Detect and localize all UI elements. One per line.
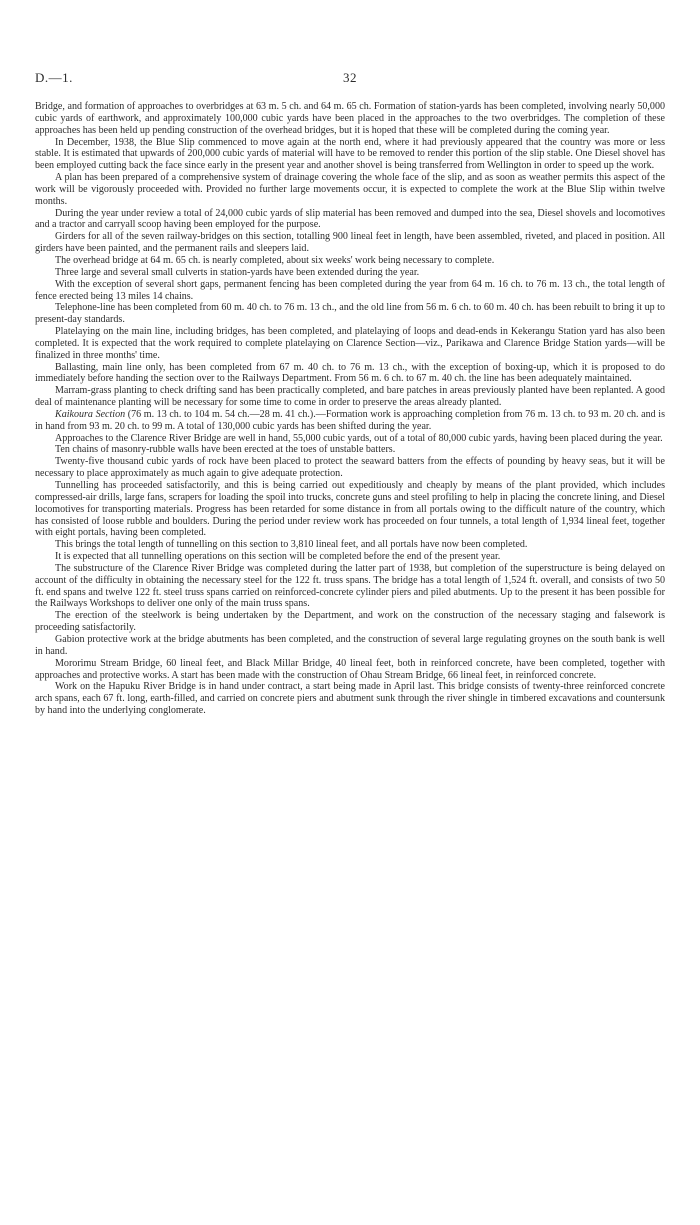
paragraph: During the year under review a total of 24,000 cubic yards of slip material has been removed and dumped into the sea, Diesel shovels and locomotives and a tractor and carryall scoop having been employed for the purpose. — [35, 207, 665, 231]
paragraph: In December, 1938, the Blue Slip commenced to move again at the north end, where it had previously appeared that the country was more or less stable. It is estimated that upwards of 200,000 cubic yards of material will have to be removed to render this portion of the slip stable. One Diesel shovel has been employed cutting back the face since early in the present year and another shovel is being transferred from Wellington in order to speed up the work. — [35, 136, 665, 172]
paragraph: The overhead bridge at 64 m. 65 ch. is nearly completed, about six weeks' work being necessary to complete. — [55, 254, 495, 266]
document-reference: D.—1. — [35, 70, 73, 85]
paragraph: Ten chains of masonry-rubble walls have been erected at the toes of unstable batters. — [55, 444, 396, 456]
paragraph: The substructure of the Clarence River Bridge was completed during the latter part of 1938, but completion of the superstructure is being delayed on account of the difficulty in obtaining the necessary steel for the 122 ft. truss spans. The bridge has a total length of 1,524 ft. overall, and consists of two 50 ft. end spans and twelve 122 ft. steel truss spans carried on reinforced-concrete cylinder piers and piled abutments. Up to the present it has been possible for the Railways Workshops to deliver one only of the main truss spans. — [35, 562, 665, 610]
paragraph: Marram-grass planting to check drifting sand has been practically completed, and bare patches in areas previously planted have been replanted. A good deal of maintenance planting will be necessary for some time to come in order to preserve the areas already planted. — [35, 385, 665, 409]
paragraph: Platelaying on the main line, including bridges, has been completed, and platelaying of loops and dead-ends in Kekerangu Station yard has also been completed. It is expected that the work required to complete platelaying on Clarence Section—viz., Parikawa and Clarence Bridge Station yards—will be finalized in three months' time. — [35, 326, 665, 361]
paragraph: A plan has been prepared of a comprehensive system of drainage covering the whole face of the slip, and as soon as weather permits this aspect of the work will be vigorously proceeded with. Provided no further large movements occur, it is expected to complete the work at the Blue Slip within twelve months. — [35, 172, 665, 207]
paragraph: Ballasting, main line only, has been completed from 67 m. 40 ch. to 76 m. 13 ch., with the exception of boxing-up, which it is proposed to do immediately before handing the section over to the Railways Department. From 56 m. 6 ch. to 67 m. 40 ch. the line has been adequately maintained. — [35, 361, 665, 385]
paragraph: This brings the total length of tunnelling on this section to 3,810 lineal feet, and all portals have now been completed. — [55, 539, 528, 551]
paragraph: Approaches to the Clarence River Bridge are well in hand, 55,000 cubic yards, out of a total of 80,000 cubic yards, having been placed during the year. — [55, 432, 663, 444]
paragraph: Three large and several small culverts in station-yards have been extended during the year. — [55, 266, 420, 278]
paragraph: Girders for all of the seven railway-bridges on this section, totalling 900 lineal feet in length, have been assembled, riveted, and placed in position. All girders have been painted, and the permanent rails and sleepers laid. — [35, 231, 665, 255]
section-title: Kaikoura Section — [55, 408, 126, 420]
kaikoura-section-paragraph — [35, 409, 665, 433]
page-header — [35, 70, 665, 90]
paragraph: Tunnelling has proceeded satisfactorily, and this is being carried out expeditiously and cheaply by means of the plant provided, which includes compressed-air drills, large fans, scrapers for loading the spoil into trucks, concrete guns and steel profiling to help in placing the concrete lining, and Diesel locomotives for transporting materials. Progress has been retarded for some distance in from all portals owing to the difficult nature of the country, which has consisted of loose rubble and boulders. During the period under review work has proceeded on four tunnels, a total length of 1,934 lineal feet, together with eight portals, having been completed. — [35, 480, 665, 539]
paragraph: The erection of the steelwork is being undertaken by the Department, and work on the construction of the necessary staging and falsework is proceeding satisfactorily. — [35, 610, 665, 634]
paragraph: Mororimu Stream Bridge, 60 lineal feet, and Black Millar Bridge, 40 lineal feet, both in reinforced concrete, have been completed, together with approaches and protective works. A start has been made with the construction of Ohau Stream Bridge, 66 lineal feet, in reinforced concrete. — [35, 657, 665, 681]
paragraph: Work on the Hapuku River Bridge is in hand under contract, a start being made in April last. This bridge consists of twenty-three reinforced concrete arch spans, each 67 ft. long, earth-filled, and carried on concrete piers and abutment sunk through the river shingle in timbered excavations and countersunk by hand into the underlying conglomerate. — [35, 681, 665, 717]
body-text — [35, 101, 665, 717]
paragraph: With the exception of several short gaps, permanent fencing has been completed during the year from 64 m. 16 ch. to 76 m. 13 ch., the total length of fence erected being 13 miles 14 chains. — [35, 278, 665, 302]
paragraph: Twenty-five thousand cubic yards of rock have been placed to protect the seaward batters from the effects of pounding by heavy seas, but it will be necessary to place approximately as much again to give adequate protection. — [35, 456, 665, 480]
paragraph: Telephone-line has been completed from 60 m. 40 ch. to 76 m. 13 ch., and the old line from 56 m. 6 ch. to 60 m. 40 ch. has been rebuilt to bring it up to present-day standards. — [35, 302, 665, 326]
section-text: (76 m. 13 ch. to 104 m. 54 ch.—28 m. 41 ch.).—Formation work is approaching completion from 76 m. 13 ch. to 93 m. 20 ch. and is in hand from 93 m. 20 ch. to 99 m. A total of 130,000 cubic yards has been shifted during the year. — [35, 408, 665, 432]
paragraph: It is expected that all tunnelling operations on this section will be completed before the end of the present year. — [55, 551, 501, 563]
page-number: 32 — [343, 70, 357, 85]
paragraph: Gabion protective work at the bridge abutments has been completed, and the construction of several large regulating groynes on the south bank is well in hand. — [35, 633, 665, 657]
paragraph: Bridge, and formation of approaches to overbridges at 63 m. 5 ch. and 64 m. 65 ch. Formation of station-yards has been completed, involving nearly 50,000 cubic yards of earthwork, and approximately 100,000 cubic yards have been placed in the approaches to the two overbridges. The completion of these approaches has been held up pending construction of the overhead bridges, but it is hoped that these will be completed during the coming year. — [35, 101, 665, 136]
